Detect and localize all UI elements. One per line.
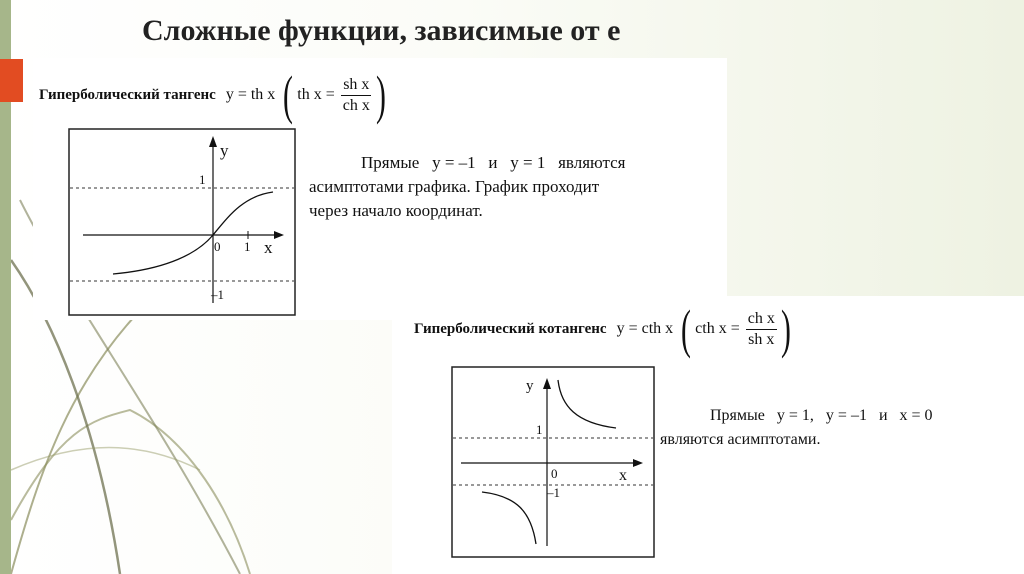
coth-description xyxy=(660,404,1020,452)
right-paren: ) xyxy=(375,65,386,125)
coth-heading: Гиперболический котангенс xyxy=(414,320,607,337)
coth-y-label: y xyxy=(526,378,534,394)
left-paren: ( xyxy=(283,65,294,125)
tanh-equation: y = th x xyxy=(225,86,276,103)
slide-title: Сложные функции, зависимые от е xyxy=(142,14,621,47)
tanh-tick-y-top: 1 xyxy=(199,172,206,187)
coth-panel xyxy=(392,296,1024,574)
tanh-y-label: y xyxy=(220,141,229,160)
tanh-graph-frame xyxy=(69,129,295,315)
coth-fraction-numerator: ch x xyxy=(746,309,777,330)
coth-equation: y = cth x xyxy=(616,320,674,337)
tanh-panel xyxy=(33,58,727,320)
coth-fraction-denominator: sh x xyxy=(748,330,775,348)
coth-graph-frame xyxy=(452,367,654,557)
coth-graph xyxy=(451,366,655,558)
coth-fraction xyxy=(746,309,777,350)
tanh-fraction-numerator: sh x xyxy=(341,75,371,96)
tanh-description xyxy=(309,151,701,223)
coth-desc-line2: являются асимптотами. xyxy=(660,431,821,448)
coth-origin-label: 0 xyxy=(551,466,558,481)
tanh-tick-y-bottom: –1 xyxy=(211,287,224,302)
coth-tick-y-bottom: –1 xyxy=(547,485,560,500)
tanh-heading: Гиперболический тангенс xyxy=(39,86,216,103)
coth-tick-y-top: 1 xyxy=(536,422,543,437)
tanh-origin-label: 0 xyxy=(214,239,221,254)
coth-def-lhs: cth x = xyxy=(695,320,740,337)
coth-heading-row xyxy=(414,299,795,359)
left-paren: ( xyxy=(681,299,692,359)
tanh-heading-row xyxy=(39,65,390,125)
tanh-desc-line2: асимптотами графика. График проходит xyxy=(309,177,600,196)
tanh-x-label: x xyxy=(264,238,273,257)
tanh-desc-line3: через начало координат. xyxy=(309,201,483,220)
tanh-fraction-denominator: ch x xyxy=(342,96,370,114)
coth-x-label: x xyxy=(619,467,627,484)
tanh-fraction xyxy=(341,75,372,116)
tanh-def-lhs: th x = xyxy=(297,86,335,103)
tanh-graph xyxy=(68,128,296,316)
coth-desc-line1: Прямые y = 1, y = –1 и x = 0 xyxy=(710,407,933,424)
accent-block xyxy=(0,59,23,102)
tanh-tick-x: 1 xyxy=(244,239,251,254)
right-paren: ) xyxy=(780,299,791,359)
tanh-desc-line1: Прямые y = –1 и y = 1 являются xyxy=(361,153,626,172)
